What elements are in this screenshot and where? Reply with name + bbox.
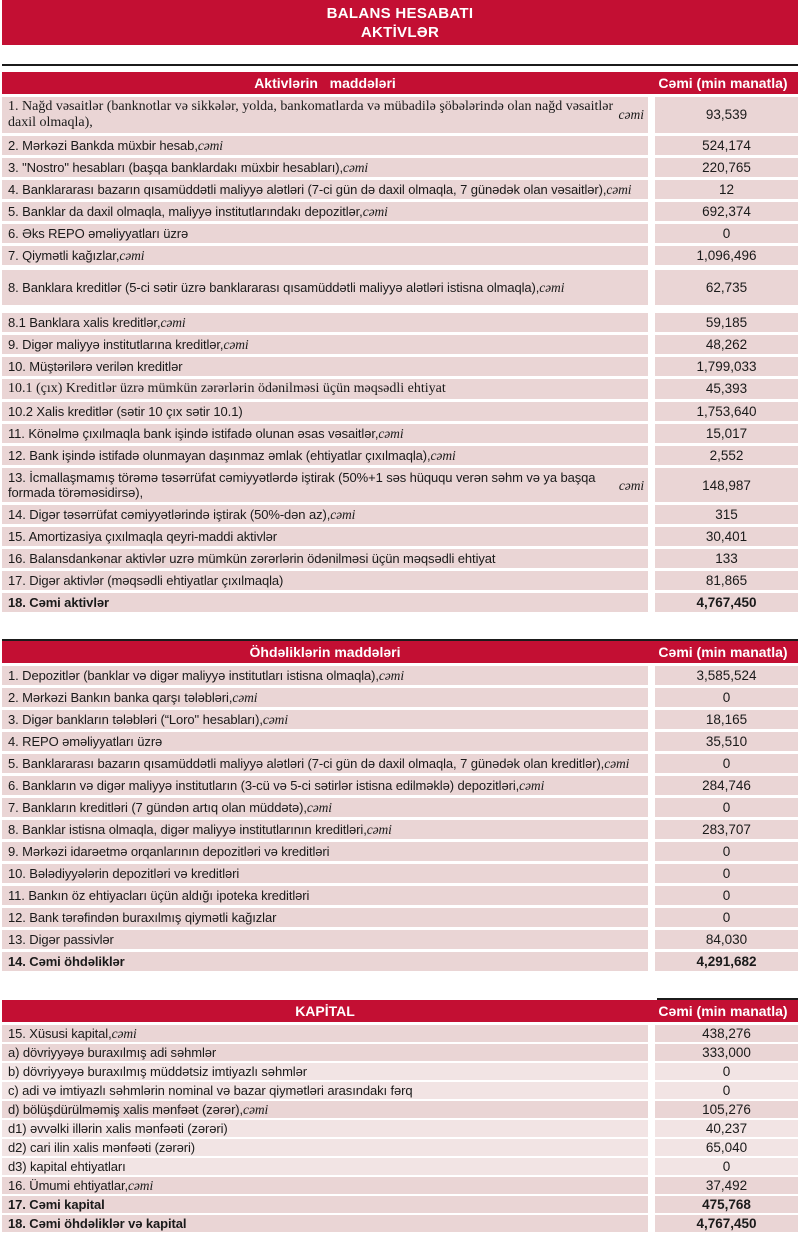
- row-value: 0: [655, 1082, 798, 1099]
- row-value: 0: [655, 886, 798, 905]
- table-row: [2, 1025, 798, 1042]
- table-row: [2, 446, 798, 465]
- table-row: [2, 930, 798, 949]
- row-value: 0: [655, 842, 798, 861]
- table-row: [2, 1215, 798, 1232]
- row-label-cemi-suffix: cəmi: [243, 1102, 269, 1117]
- row-value: 315: [655, 505, 798, 524]
- row-value: 93,539: [655, 97, 798, 133]
- row-label: 12. Bank tərəfindən buraxılmış qiymətli kağızlar: [2, 908, 648, 927]
- row-value: 220,765: [655, 158, 798, 177]
- document-title-line2: AKTİVLƏR: [360, 23, 440, 41]
- table-row: [2, 1063, 798, 1080]
- row-label: 7. Qiymətli kağızlar, cəmi: [2, 246, 648, 265]
- table-row: [2, 97, 798, 133]
- row-value: 4,767,450: [655, 1215, 798, 1232]
- row-value: 37,492: [655, 1177, 798, 1194]
- assets-table-header: [2, 72, 798, 94]
- row-label: 4. REPO əməliyyatları üzrə: [2, 732, 648, 751]
- row-label-cemi-suffix: cəmi: [160, 315, 186, 330]
- row-value: 1,096,496: [655, 246, 798, 265]
- table-row: [2, 1139, 798, 1156]
- row-label-cemi-suffix: cəmi: [330, 507, 356, 522]
- row-label: a) dövriyyəyə buraxılmış adi səhmlər: [2, 1044, 648, 1061]
- row-label: 1. Depozitlər (banklar və digər maliyyə institutları istisna olmaqla), cəmi: [2, 666, 648, 685]
- row-label: 17. Digər aktivlər (məqsədli ehtiyatlar çıxılmaqla): [2, 571, 648, 590]
- table-row: [2, 505, 798, 524]
- row-value: 4,767,450: [655, 593, 798, 612]
- table-row: [2, 842, 798, 861]
- row-label: 18. Cəmi aktivlər: [2, 593, 648, 612]
- row-value: 48,262: [655, 335, 798, 354]
- row-label: 6. Bankların və digər maliyyə institutların (3-cü və 5-ci sətirlər istisna edilməklə) depozitləri, cəmi: [2, 776, 648, 795]
- table-row: [2, 357, 798, 376]
- liabilities-total-column-header: Cəmi (min manatla): [658, 644, 788, 660]
- row-label-cemi-suffix: cəmi: [343, 160, 369, 175]
- row-value: 81,865: [655, 571, 798, 590]
- row-label: c) adi və imtiyazlı səhmlərin nominal və bazar qiymətləri arasındakı fərq: [2, 1082, 648, 1099]
- row-label-cemi-suffix: cəmi: [197, 138, 223, 153]
- table-row: [2, 1101, 798, 1118]
- row-label: 8. Banklar istisna olmaqla, digər maliyyə institutlarının kreditləri, cəmi: [2, 820, 648, 839]
- assets-table: [2, 72, 798, 612]
- row-label: d) bölüşdürülməmiş xalis mənfəət (zərər), cəmi: [2, 1101, 648, 1118]
- row-label-cemi-suffix: cəmi: [119, 248, 145, 263]
- row-label-cemi-suffix: cəmi: [306, 800, 332, 815]
- row-value: 283,707: [655, 820, 798, 839]
- row-label: 1. Nağd vəsaitlər (banknotlar və sikkələr, yolda, bankomatlarda və mübadilə şöbələrində olan nağd vəsaitlər daxil olmaqla), cəmi: [2, 97, 648, 133]
- table-row: [2, 246, 798, 265]
- table-row: [2, 1120, 798, 1137]
- table-row: [2, 468, 798, 502]
- row-value: 84,030: [655, 930, 798, 949]
- table-row: [2, 1196, 798, 1213]
- table-row: [2, 754, 798, 773]
- row-value: 0: [655, 224, 798, 243]
- row-label: 15. Xüsusi kapital, cəmi: [2, 1025, 648, 1042]
- row-value: 0: [655, 1158, 798, 1175]
- table-row: [2, 571, 798, 590]
- table-row: [2, 593, 798, 612]
- table-row: [2, 270, 798, 305]
- assets-table-body: [2, 97, 798, 612]
- row-value: 0: [655, 908, 798, 927]
- row-value: 30,401: [655, 527, 798, 546]
- row-label-cemi-suffix: cəmi: [378, 668, 404, 683]
- table-row: [2, 710, 798, 729]
- row-label-cemi-suffix: cəmi: [606, 182, 632, 197]
- row-label: 2. Mərkəzi Bankda müxbir hesab, cəmi: [2, 136, 648, 155]
- row-value: 438,276: [655, 1025, 798, 1042]
- row-label: 9. Mərkəzi idarəetmə orqanlarının depozitləri və kreditləri: [2, 842, 648, 861]
- table-row: [2, 379, 798, 399]
- row-label: 12. Bank işində istifadə olunmayan daşınmaz əmlak (ehtiyatlar çıxılmaqla), cəmi: [2, 446, 648, 465]
- row-value: 35,510: [655, 732, 798, 751]
- row-label-cemi-suffix: cəmi: [262, 712, 288, 727]
- liabilities-table-body: [2, 666, 798, 971]
- table-row: [2, 313, 798, 332]
- row-label: 5. Banklar da daxil olmaqla, maliyyə institutlarındakı depozitlər, cəmi: [2, 202, 648, 221]
- row-value: 65,040: [655, 1139, 798, 1156]
- row-value: 0: [655, 754, 798, 773]
- row-value: 0: [655, 688, 798, 707]
- row-label-cemi-suffix: cəmi: [128, 1178, 154, 1193]
- row-label: 14. Cəmi öhdəliklər: [2, 952, 648, 971]
- row-label-cemi-suffix: cəmi: [366, 822, 392, 837]
- row-value: 62,735: [655, 270, 798, 305]
- row-value: 148,987: [655, 468, 798, 502]
- row-value: 524,174: [655, 136, 798, 155]
- row-label: 16. Ümumi ehtiyatlar, cəmi: [2, 1177, 648, 1194]
- row-value: 1,799,033: [655, 357, 798, 376]
- row-value: 1,753,640: [655, 402, 798, 421]
- row-label-cemi-suffix: cəmi: [618, 107, 644, 122]
- row-label: 3. Digər bankların tələbləri (“Loro" hesabları), cəmi: [2, 710, 648, 729]
- row-label-cemi-suffix: cəmi: [604, 756, 630, 771]
- table-row: [2, 424, 798, 443]
- row-value: 2,552: [655, 446, 798, 465]
- table-row: [2, 776, 798, 795]
- table-row: [2, 1158, 798, 1175]
- row-label-cemi-suffix: cəmi: [519, 778, 545, 793]
- row-label: b) dövriyyəyə buraxılmış müddətsiz imtiyazlı səhmlər: [2, 1063, 648, 1080]
- row-label: 17. Cəmi kapital: [2, 1196, 648, 1213]
- table-row: [2, 864, 798, 883]
- row-label-cemi-suffix: cəmi: [430, 448, 456, 463]
- row-label: 7. Bankların kreditləri (7 gündən artıq olan müddətə), cəmi: [2, 798, 648, 817]
- capital-table: [2, 1000, 798, 1232]
- row-label: 15. Amortizasiya çıxılmaqla qeyri-maddi aktivlər: [2, 527, 648, 546]
- row-label: 9. Digər maliyyə institutlarına kreditlər, cəmi: [2, 335, 648, 354]
- row-value: 3,585,524: [655, 666, 798, 685]
- table-row: [2, 136, 798, 155]
- table-row: [2, 908, 798, 927]
- row-value: 284,746: [655, 776, 798, 795]
- row-label: 10.2 Xalis kreditlər (sətir 10 çıx sətir 10.1): [2, 402, 648, 421]
- table-row: [2, 224, 798, 243]
- table-row: [2, 886, 798, 905]
- row-value: 0: [655, 798, 798, 817]
- row-label: 6. Əks REPO əməliyyatları üzrə: [2, 224, 648, 243]
- row-value: 692,374: [655, 202, 798, 221]
- row-value: 18,165: [655, 710, 798, 729]
- document-title-bar: [2, 0, 798, 45]
- table-row: [2, 1082, 798, 1099]
- row-value: 4,291,682: [655, 952, 798, 971]
- row-label: 10. Bələdiyyələrin depozitləri və kreditləri: [2, 864, 648, 883]
- table-row: [2, 1177, 798, 1194]
- capital-items-column-header: KAPİTAL: [295, 1003, 355, 1019]
- row-value: 333,000: [655, 1044, 798, 1061]
- table-row: [2, 732, 798, 751]
- row-label: 5. Banklararası bazarın qısamüddətli maliyyə alətləri (7-ci gün də daxil olmaqla, 7 günədək olan kreditlər), cəmi: [2, 754, 648, 773]
- row-label: 3. "Nostro" hesabları (başqa banklardakı müxbir hesabları), cəmi: [2, 158, 648, 177]
- row-label: 10.1 (çıx) Kreditlər üzrə mümkün zərərlərin ödənilməsi üçün məqsədli ehtiyat: [2, 379, 648, 399]
- row-label: 11. Bankın öz ehtiyacları üçün aldığı ipoteka kreditləri: [2, 886, 648, 905]
- row-label-cemi-suffix: cəmi: [111, 1026, 137, 1041]
- row-label: 11. Könəlmə çıxılmaqla bank işində istifadə olunan əsas vəsaitlər, cəmi: [2, 424, 648, 443]
- assets-items-column-header: Aktivlərin maddələri: [254, 75, 396, 91]
- row-value: 0: [655, 1063, 798, 1080]
- row-label-cemi-suffix: cəmi: [232, 690, 258, 705]
- row-label: 2. Mərkəzi Bankın banka qarşı tələbləri, cəmi: [2, 688, 648, 707]
- row-label-cemi-suffix: cəmi: [378, 426, 404, 441]
- row-label: d3) kapital ehtiyatları: [2, 1158, 648, 1175]
- row-label: d1) əvvəlki illərin xalis mənfəəti (zərəri): [2, 1120, 648, 1137]
- row-label: 18. Cəmi öhdəliklər və kapital: [2, 1215, 648, 1232]
- row-value: 133: [655, 549, 798, 568]
- table-row: [2, 202, 798, 221]
- row-label-cemi-suffix: cəmi: [539, 280, 565, 295]
- table-row: [2, 527, 798, 546]
- assets-total-column-header: Cəmi (min manatla): [658, 75, 788, 91]
- table-row: [2, 402, 798, 421]
- row-value: 40,237: [655, 1120, 798, 1137]
- table-row: [2, 798, 798, 817]
- row-value: 12: [655, 180, 798, 199]
- row-label: 14. Digər təsərrüfat cəmiyyətlərində iştirak (50%-dən az), cəmi: [2, 505, 648, 524]
- row-value: 59,185: [655, 313, 798, 332]
- table-row: [2, 952, 798, 971]
- table-row: [2, 158, 798, 177]
- table-row: [2, 335, 798, 354]
- row-label: 13. Digər passivlər: [2, 930, 648, 949]
- row-value: 45,393: [655, 379, 798, 399]
- capital-table-body: [2, 1025, 798, 1232]
- capital-total-column-header: Cəmi (min manatla): [658, 1003, 788, 1019]
- table-row: [2, 1044, 798, 1061]
- row-label-cemi-suffix: cəmi: [362, 204, 388, 219]
- row-label: 4. Banklararası bazarın qısamüddətli maliyyə alətləri (7-ci gün də daxil olmaqla, 7 günədək olan vəsaitlər), cəmi: [2, 180, 648, 199]
- capital-table-header: [2, 1000, 798, 1022]
- row-label: 8.1 Banklara xalis kreditlər, cəmi: [2, 313, 648, 332]
- table-row: [2, 549, 798, 568]
- row-label: 10. Müştərilərə verilən kreditlər: [2, 357, 648, 376]
- row-value: 475,768: [655, 1196, 798, 1213]
- row-value: 0: [655, 864, 798, 883]
- table-row: [2, 180, 798, 199]
- document-title-line1: BALANS HESABATI: [326, 4, 474, 22]
- assets-table-top-rule: [2, 64, 798, 66]
- liabilities-table-header: [2, 641, 798, 663]
- row-value: 15,017: [655, 424, 798, 443]
- row-label: 16. Balansdankənar aktivlər uzrə mümkün zərərlərin ödənilməsi üçün məqsədli ehtiyat: [2, 549, 648, 568]
- row-label: 8. Banklara kreditlər (5-ci sətir üzrə banklararası qısamüddətli maliyyə alətləri istisna olmaqla), cəmi: [2, 270, 648, 305]
- row-label: d2) cari ilin xalis mənfəəti (zərəri): [2, 1139, 648, 1156]
- row-label: 13. İcmallaşmamış törəmə təsərrüfat cəmiyyətlərdə iştirak (50%+1 səs hüququ verən səhm və ya başqa formada törəməsidirsə), cəmi: [2, 468, 648, 502]
- table-row: [2, 666, 798, 685]
- row-value: 105,276: [655, 1101, 798, 1118]
- liabilities-table: [2, 641, 798, 971]
- row-label-cemi-suffix: cəmi: [618, 477, 644, 493]
- liabilities-items-column-header: Öhdəliklərin maddələri: [249, 644, 401, 660]
- table-row: [2, 820, 798, 839]
- row-label-cemi-suffix: cəmi: [223, 337, 249, 352]
- table-row: [2, 688, 798, 707]
